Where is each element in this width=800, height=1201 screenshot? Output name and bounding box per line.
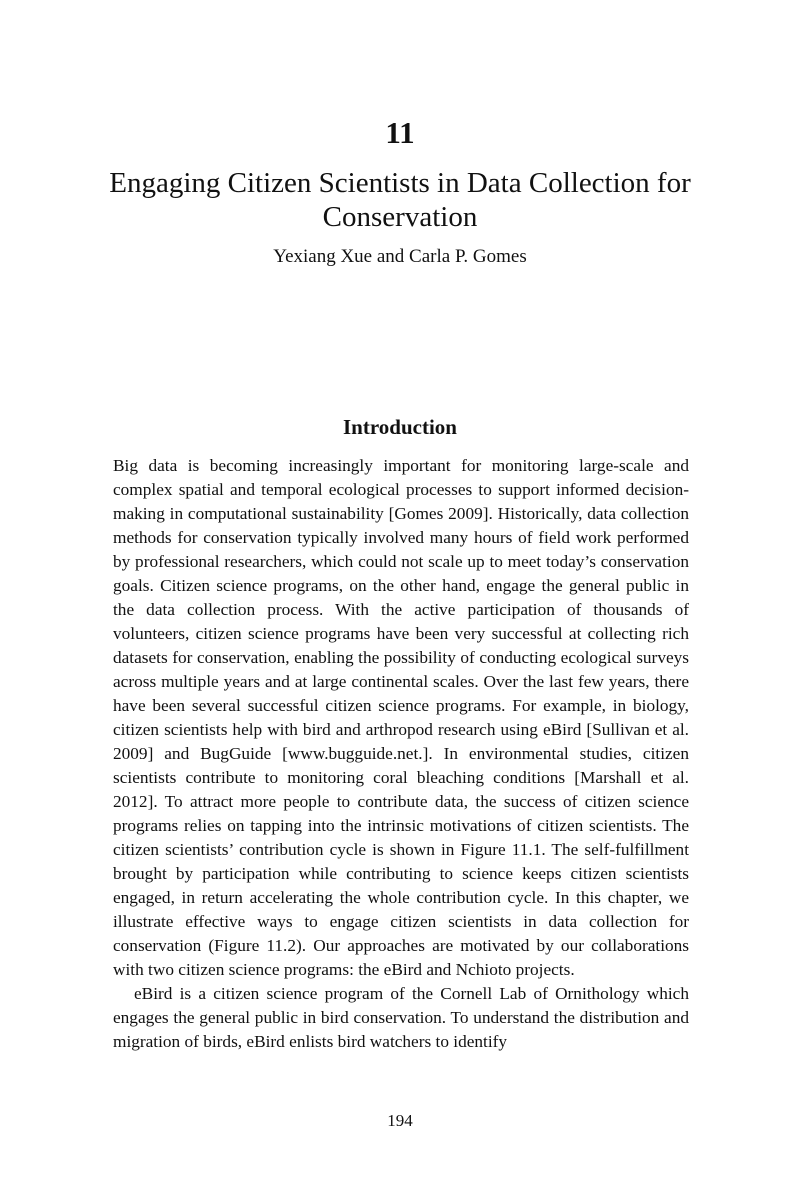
chapter-number: 11: [385, 115, 415, 150]
chapter-authors: Yexiang Xue and Carla P. Gomes: [273, 246, 527, 267]
chapter-title: Engaging Citizen Scientists in Data Collection for Conservation: [109, 167, 691, 233]
body-text: [113, 454, 689, 1054]
page-number: 194: [387, 1111, 413, 1130]
paragraph-introduction: Big data is becoming increasingly important for monitoring large-scale and complex spatial and temporal ecological processes to support informed decision-making in computational sustainability [Gomes 2009]. Historically, data collection methods for conservation typically involved many hours of field work performed by professional researchers, which could not scale up to meet today’s conservation goals. Citizen science programs, on the other hand, engage the general public in the data collection process. With the active participation of thousands of volunteers, citizen science programs have been very successful at collecting rich datasets for conservation, enabling the possibility of conducting ecological surveys across multiple years and at large continental scales. Over the last few years, there have been several successful citizen science programs. For example, in biology, citizen scientists help with bird and arthropod research using eBird [Sullivan et al. 2009] and BugGuide [www.bugguide.net.]. In environmental studies, citizen scientists contribute to monitoring coral bleaching conditions [Marshall et al. 2012]. To attract more people to contribute data, the success of citizen science programs relies on tapping into the intrinsic motivations of citizen scientists. The citizen scientists’ contribution cycle is shown in Figure 11.1. The self-fulfillment brought by participation while contributing to science keeps citizen scientists engaged, in return accelerating the whole contribution cycle. In this chapter, we illustrate effective ways to engage citizen scientists in data collection for conservation (Figure 11.2). Our approaches are motivated by our collaborations with two citizen science programs: the eBird and Nchioto projects.: [113, 456, 689, 979]
paragraph-ebird: eBird is a citizen science program of the Cornell Lab of Ornithology which engages the general public in bird conservation. To understand the distribution and migration of birds, eBird enlists bird watchers to identify: [113, 984, 689, 1051]
section-heading: Introduction: [343, 415, 457, 439]
